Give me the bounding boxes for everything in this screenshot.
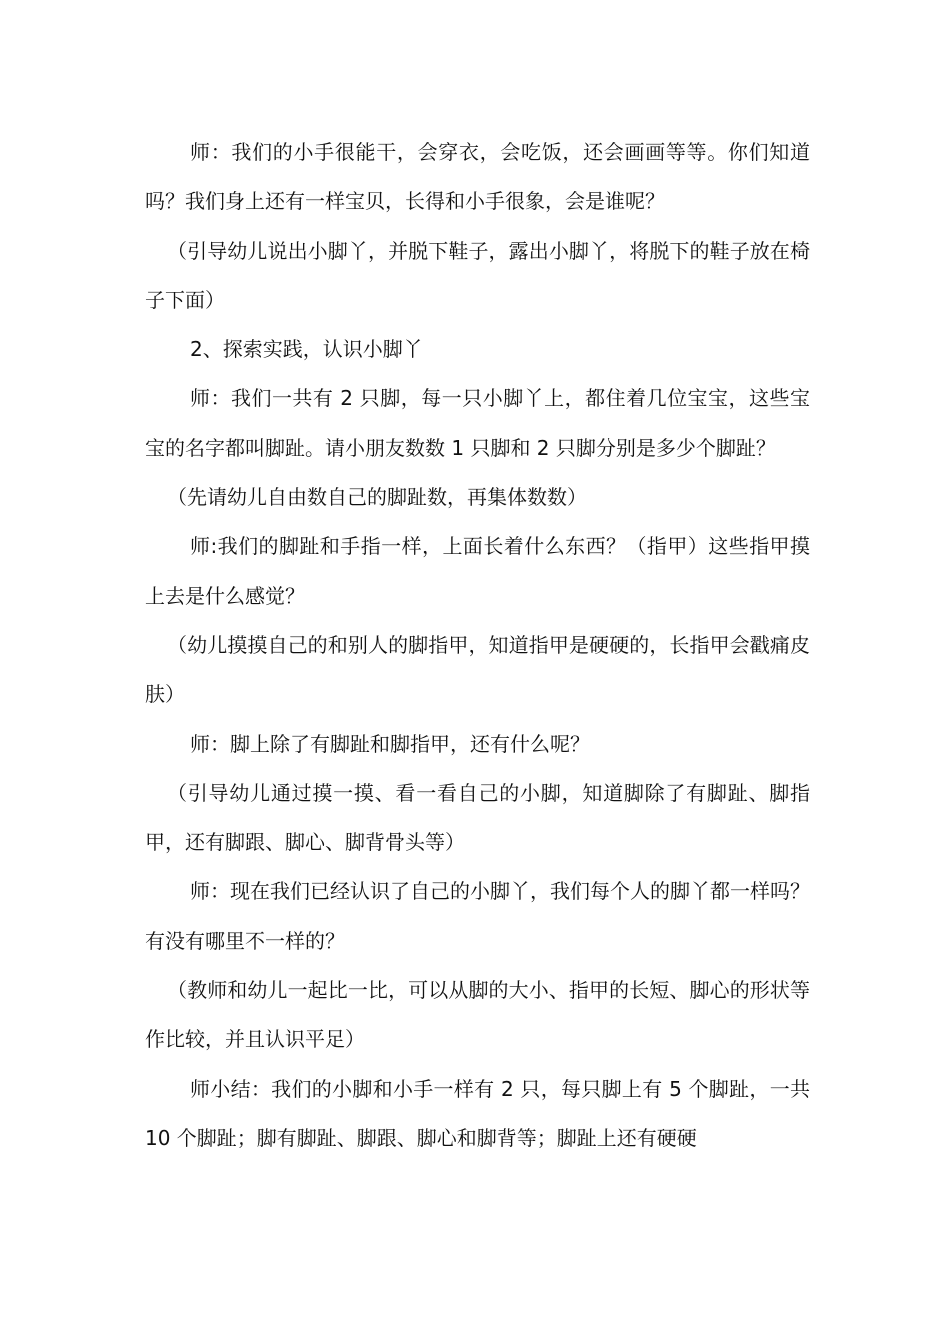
paragraph-children-count: （先请幼儿自由数自己的脚趾数，再集体数数） <box>167 485 587 510</box>
paragraph-teacher-compare-feet: 师：现在我们已经认识了自己的小脚丫，我们每个人的脚丫都一样吗？有没有哪里不一样的？ <box>145 879 810 953</box>
paragraph-guide-feet-parts: （引导幼儿通过摸一摸、看一看自己的小脚，知道脚除了有脚趾、脚指甲，还有脚跟、脚心、脚背骨头等） <box>145 780 810 855</box>
paragraph-guide-remove-shoes: （引导幼儿说出小脚丫，并脱下鞋子，露出小脚丫，将脱下的鞋子放在椅子下面） <box>145 238 810 312</box>
paragraph-teacher-question-feet: 师：我们的小手很能干，会穿衣，会吃饭，还会画画等等。你们知道吗？我们身上还有一样宝贝，长得和小手很象，会是谁呢？ <box>145 140 810 214</box>
paragraph-teacher-count-toes: 师：我们一共有 2 只脚，每一只小脚丫上，都住着几位宝宝，这些宝宝的名字都叫脚趾。请小朋友数数 1 只脚和 2 只脚分别是多少个脚趾？ <box>145 386 810 460</box>
section-heading-explore-feet: 2、探索实践，认识小脚丫 <box>190 337 423 362</box>
paragraph-teacher-toenails: 师:我们的脚趾和手指一样，上面长着什么东西？（指甲）这些指甲摸上去是什么感觉？ <box>145 534 810 608</box>
paragraph-teacher-what-else: 师：脚上除了有脚趾和脚指甲，还有什么呢？ <box>190 731 590 756</box>
document-body <box>145 128 810 1163</box>
paragraph-compare-activity: （教师和幼儿一起比一比，可以从脚的大小、指甲的长短、脚心的形状等作比较，并且认识平足） <box>145 978 810 1052</box>
paragraph-teacher-summary: 师小结：我们的小脚和小手一样有 2 只，每只脚上有 5 个脚趾，一共 10 个脚趾；脚有脚趾、脚跟、脚心和脚背等；脚趾上还有硬硬 <box>145 1076 810 1150</box>
paragraph-children-touch-nails: （幼儿摸摸自己的和别人的脚指甲，知道指甲是硬硬的，长指甲会戳痛皮肤） <box>145 632 810 707</box>
